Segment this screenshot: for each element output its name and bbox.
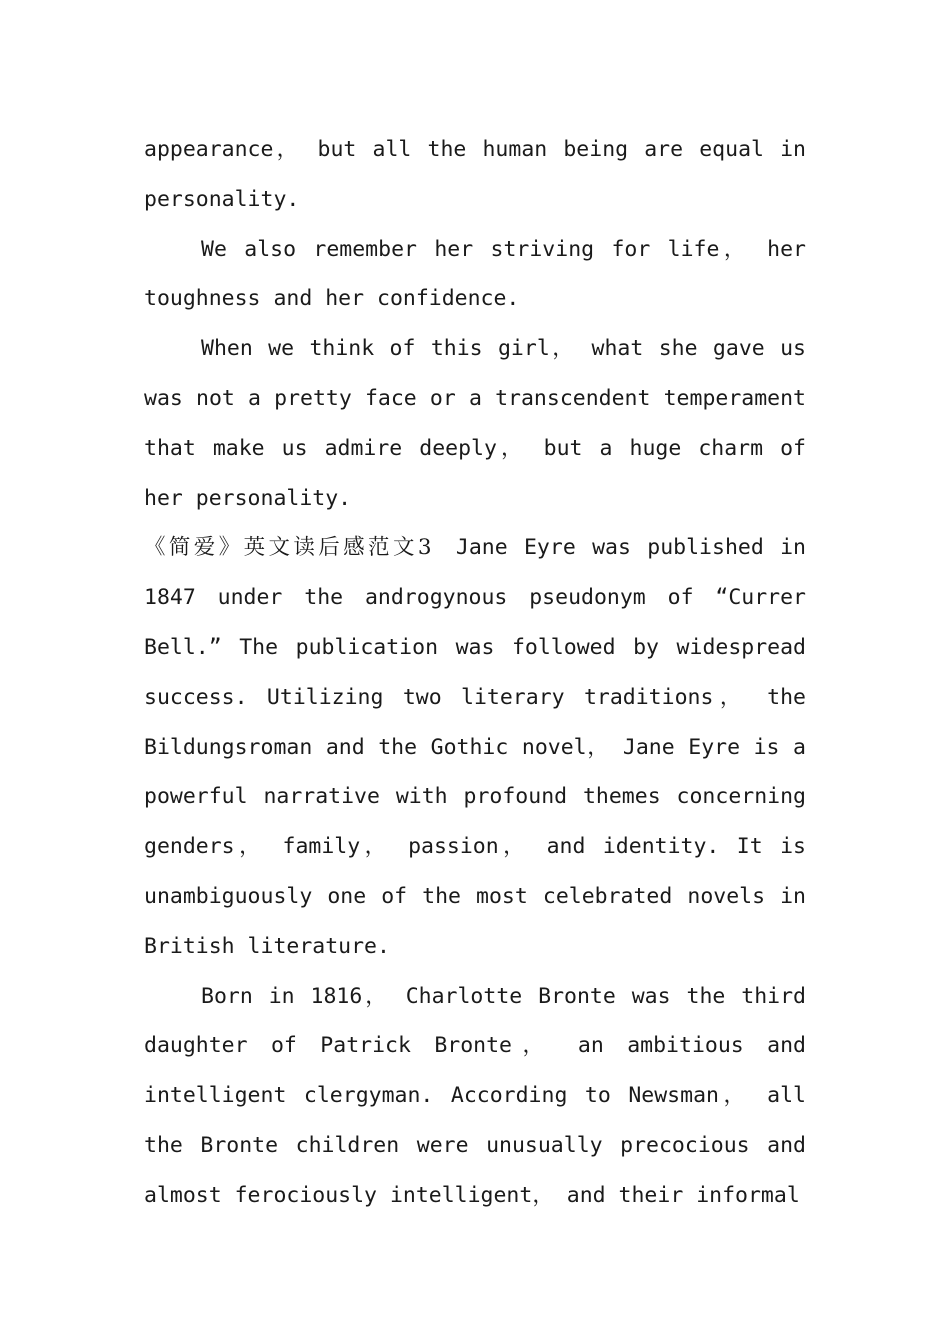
paragraph-text: When we think of this girl， what she gave us was not a pretty face or a transcendent temperament that make us admire deeply， but a huge charm of her personality. [144, 336, 806, 511]
paragraph-text: Jane Eyre was published in 1847 under the androgynous pseudonym of “Currer Bell.” The publication was followed by widespread success. Utilizing two literary traditions， the Bildungsroman and the Gothic novel， Jane Eyre is a powerful narrative with profound themes concerning genders， family， passion， and identity. It is unambiguously one of the most celebrated novels in British literature. [144, 535, 806, 959]
paragraph-think-of-girl [144, 324, 806, 523]
paragraph-appearance [144, 125, 806, 225]
paragraph-striving [144, 225, 806, 325]
paragraph-born [144, 972, 806, 1221]
document-body [144, 125, 806, 1221]
paragraph-essay-3 [144, 523, 806, 971]
paragraph-text: appearance， but all the human being are equal in personality. [144, 137, 806, 212]
essay-heading: 《简爱》英文读后感范文3 [144, 535, 432, 561]
paragraph-text: Born in 1816， Charlotte Bronte was the third daughter of Patrick Bronte， an ambitious and intelligent clergyman. According to Newsman， all the Bronte children were unusually precocious and almost ferociously intelligent， and their informal [144, 983, 806, 1208]
paragraph-text: We also remember her striving for life， her toughness and her confidence. [144, 236, 806, 312]
